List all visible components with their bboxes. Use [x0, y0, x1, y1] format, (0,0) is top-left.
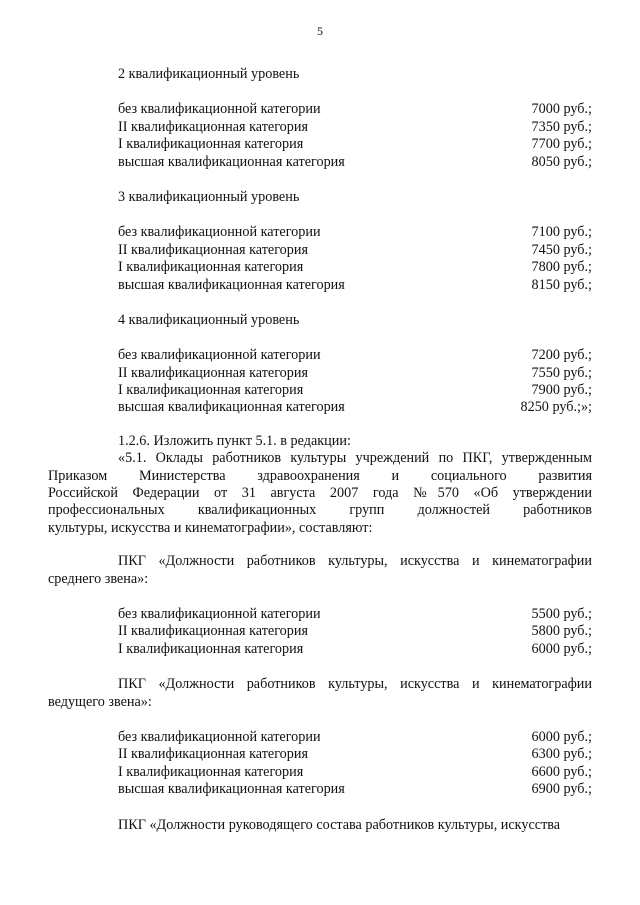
- category-label: I квалификационная категория: [118, 259, 304, 276]
- paragraph-line: культуры, искусства и кинематографии», составляют:: [48, 519, 373, 536]
- salary-amount: 8050 руб.;: [531, 153, 592, 170]
- section-title: 4 квалификационный уровень: [118, 311, 300, 328]
- category-label: II квалификационная категория: [118, 118, 308, 135]
- category-label: высшая квалификационная категория: [118, 399, 345, 416]
- paragraph-line: Российской Федерации от 31 августа 2007 года №570 «Об утверждении: [48, 485, 592, 502]
- salary-amount: 7900 руб.;: [531, 382, 592, 399]
- salary-amount: 7800 руб.;: [531, 259, 592, 276]
- paragraph-line: «5.1. Оклады работников культуры учреждений по ПКГ, утвержденным: [118, 450, 592, 467]
- category-label: без квалификационной категории: [118, 224, 321, 241]
- paragraph-line: среднего звена»:: [48, 570, 149, 587]
- salary-amount: 7550 руб.;: [531, 364, 592, 381]
- salary-amount: 7450 руб.;: [531, 241, 592, 258]
- category-label: без квалификационной категории: [118, 605, 321, 622]
- salary-row: [118, 224, 592, 241]
- paragraph-line: профессиональных квалификационных групп должностей работников: [48, 502, 592, 519]
- paragraph-line: ПКГ «Должности работников культуры, искусства и кинематографии: [118, 676, 592, 693]
- salary-amount: 6000 руб.;: [531, 640, 592, 657]
- category-label: II квалификационная категория: [118, 623, 308, 640]
- salary-amount: 7000 руб.;: [531, 101, 592, 118]
- category-label: I квалификационная категория: [118, 136, 304, 153]
- salary-amount: 7100 руб.;: [531, 224, 592, 241]
- salary-amount: 6900 руб.;: [531, 781, 592, 798]
- section-title: 3 квалификационный уровень: [118, 188, 300, 205]
- salary-row: [118, 154, 592, 171]
- clause-paragraph: [48, 450, 592, 537]
- salary-amount: 7200 руб.;: [531, 347, 592, 364]
- salary-row: [118, 242, 592, 259]
- salary-row: [118, 119, 592, 136]
- salary-amount: 6300 руб.;: [531, 746, 592, 763]
- salary-row: [118, 347, 592, 364]
- salary-row: [118, 101, 592, 118]
- salary-amount: 5800 руб.;: [531, 623, 592, 640]
- category-label: высшая квалификационная категория: [118, 276, 345, 293]
- salary-amount: 5500 руб.;: [531, 605, 592, 622]
- salary-row: [118, 259, 592, 276]
- category-label: II квалификационная категория: [118, 364, 308, 381]
- category-label: без квалификационной категории: [118, 347, 321, 364]
- salary-amount: 8150 руб.;: [531, 276, 592, 293]
- salary-row: [118, 781, 592, 798]
- category-label: II квалификационная категория: [118, 746, 308, 763]
- salary-amount: 7700 руб.;: [531, 136, 592, 153]
- salary-amount: 7350 руб.;: [531, 118, 592, 135]
- group-heading-continued: ПКГ «Должности руководящего состава работников культуры, искусства: [118, 816, 561, 833]
- category-label: I квалификационная категория: [118, 640, 304, 657]
- paragraph-line: Приказом Министерства здравоохранения и социального развития: [48, 467, 592, 484]
- salary-row: [118, 365, 592, 382]
- section-title: 2 квалификационный уровень: [118, 66, 300, 82]
- category-label: I квалификационная категория: [118, 382, 304, 399]
- salary-row: [118, 729, 592, 746]
- category-label: высшая квалификационная категория: [118, 781, 345, 798]
- document-body: [48, 66, 592, 834]
- salary-amount: 8250 руб.;»;: [520, 399, 592, 416]
- salary-row: [118, 399, 592, 416]
- paragraph-line: ведущего звена»:: [48, 693, 152, 710]
- page-number: 5: [317, 24, 323, 38]
- salary-row: [118, 136, 592, 153]
- category-label: II квалификационная категория: [118, 241, 308, 258]
- salary-row: [118, 623, 592, 640]
- category-label: без квалификационной категории: [118, 728, 321, 745]
- salary-row: [118, 746, 592, 763]
- salary-row: [118, 606, 592, 623]
- group-heading: [48, 553, 592, 588]
- category-label: I квалификационная категория: [118, 763, 304, 780]
- salary-row: [118, 641, 592, 658]
- group-heading: [48, 676, 592, 711]
- salary-row: [118, 277, 592, 294]
- category-label: без квалификационной категории: [118, 101, 321, 118]
- paragraph-line: ПКГ «Должности работников культуры, искусства и кинематографии: [118, 553, 592, 570]
- salary-row: [118, 382, 592, 399]
- salary-row: [118, 764, 592, 781]
- salary-amount: 6600 руб.;: [531, 763, 592, 780]
- clause-heading: 1.2.6. Изложить пункт 5.1. в редакции:: [118, 432, 351, 449]
- salary-amount: 6000 руб.;: [531, 728, 592, 745]
- category-label: высшая квалификационная категория: [118, 153, 345, 170]
